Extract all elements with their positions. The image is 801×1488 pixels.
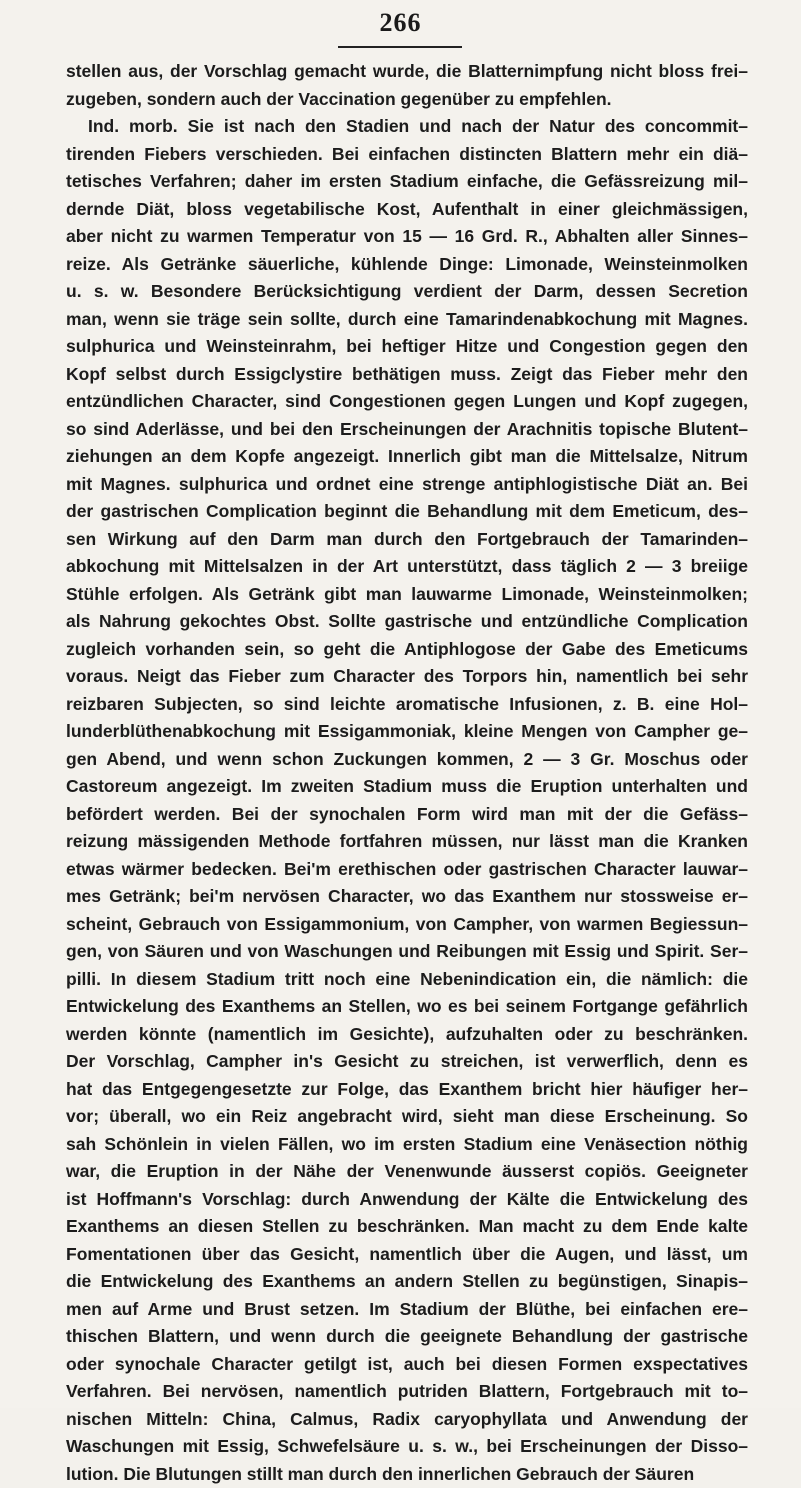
text-line: dernde Diät, bloss vegetabilische Kost, Aufenthalt in einer gleichmässigen, [66,196,748,224]
text-line: abkochung mit Mittelsalzen in der Art unterstützt, dass täglich 2 — 3 breiige [66,553,748,581]
text-line: gen, von Säuren und von Waschungen und Reibungen mit Essig und Spirit. Ser– [66,938,748,966]
text-line: reize. Als Getränke säuerliche, kühlende Dinge: Limonade, Weinsteinmolken [66,251,748,279]
text-line: gen Abend, und wenn schon Zuckungen kommen, 2 — 3 Gr. Moschus oder [66,746,748,774]
text-line: u. s. w. Besondere Berücksichtigung verdient der Darm, dessen Secretion [66,278,748,306]
text-line: als Nahrung gekochtes Obst. Sollte gastrische und entzündliche Complication [66,608,748,636]
text-line: lunderblüthenabkochung mit Essigammoniak, kleine Mengen von Campher ge– [66,718,748,746]
text-line: hat das Entgegengesetzte zur Folge, das Exanthem bricht hier häufiger her– [66,1076,748,1104]
text-line: Stühle erfolgen. Als Getränk gibt man lauwarme Limonade, Weinsteinmolken; [66,581,748,609]
text-line: men auf Arme und Brust setzen. Im Stadium der Blüthe, bei einfachen ere– [66,1296,748,1324]
text-line: vor; überall, wo ein Reiz angebracht wird, sieht man diese Erscheinung. So [66,1103,748,1131]
text-line: oder synochale Character getilgt ist, auch bei diesen Formen exspectatives [66,1351,748,1379]
text-line: mes Getränk; bei'm nervösen Character, wo das Exanthem nur stossweise er– [66,883,748,911]
text-line: Kopf selbst durch Essigclystire bethätigen muss. Zeigt das Fieber mehr den [66,361,748,389]
text-line: sah Schönlein in vielen Fällen, wo im ersten Stadium eine Venäsection nöthig [66,1131,748,1159]
text-line: der gastrischen Complication beginnt die Behandlung mit dem Emeticum, des– [66,498,748,526]
text-line: war, die Eruption in der Nähe der Venenwunde äusserst copiös. Geeigneter [66,1158,748,1186]
text-line: Entwickelung des Exanthems an Stellen, wo es bei seinem Fortgange gefährlich [66,993,748,1021]
header-rule [338,46,462,48]
text-line: sen Wirkung auf den Darm man durch den Fortgebrauch der Tamarinden– [66,526,748,554]
text-line: stellen aus, der Vorschlag gemacht wurde, die Blatternimpfung nicht bloss frei– [66,58,748,86]
text-line: reizbaren Subjecten, so sind leichte aromatische Infusionen, z. B. eine Hol– [66,691,748,719]
text-line: thischen Blattern, und wenn durch die geeignete Behandlung der gastrische [66,1323,748,1351]
text-line: werden könnte (namentlich im Gesichte), aufzuhalten oder zu beschränken. [66,1021,748,1049]
text-line: pilli. In diesem Stadium tritt noch eine Nebenindication ein, die nämlich: die [66,966,748,994]
text-line: scheint, Gebrauch von Essigammonium, von Campher, von warmen Begiessun– [66,911,748,939]
text-line: ist Hoffmann's Vorschlag: durch Anwendung der Kälte die Entwickelung des [66,1186,748,1214]
text-line: tetisches Verfahren; daher im ersten Stadium einfache, die Gefässreizung mil– [66,168,748,196]
text-line: ziehungen an dem Kopfe angezeigt. Innerlich gibt man die Mittelsalze, Nitrum [66,443,748,471]
text-line: Waschungen mit Essig, Schwefelsäure u. s. w., bei Erscheinungen der Disso– [66,1433,748,1461]
text-line: lution. Die Blutungen stillt man durch den innerlichen Gebrauch der Säuren [66,1461,748,1488]
page-number: 266 [0,8,801,38]
text-line: zugleich vorhanden sein, so geht die Antiphlogose der Gabe des Emeticums [66,636,748,664]
text-line: Ind. morb. Sie ist nach den Stadien und nach der Natur des concommit– [66,113,748,141]
text-line: Der Vorschlag, Campher in's Gesicht zu streichen, ist verwerflich, denn es [66,1048,748,1076]
text-line: Fomentationen über das Gesicht, namentlich über die Augen, und lässt, um [66,1241,748,1269]
text-line: Verfahren. Bei nervösen, namentlich putriden Blattern, Fortgebrauch mit to– [66,1378,748,1406]
text-line: sulphurica und Weinsteinrahm, bei heftiger Hitze und Congestion gegen den [66,333,748,361]
text-line: zugeben, sondern auch der Vaccination gegenüber zu empfehlen. [66,86,748,114]
text-line: etwas wärmer bedecken. Bei'm erethischen oder gastrischen Character lauwar– [66,856,748,884]
text-line: nischen Mitteln: China, Calmus, Radix caryophyllata und Anwendung der [66,1406,748,1434]
text-line: Exanthems an diesen Stellen zu beschränken. Man macht zu dem Ende kalte [66,1213,748,1241]
text-line: aber nicht zu warmen Temperatur von 15 — 16 Grd. R., Abhalten aller Sinnes– [66,223,748,251]
text-line: tirenden Fiebers verschieden. Bei einfachen distincten Blattern mehr ein diä– [66,141,748,169]
text-line: man, wenn sie träge sein sollte, durch eine Tamarindenabkochung mit Magnes. [66,306,748,334]
text-line: voraus. Neigt das Fieber zum Character des Torpors hin, namentlich bei sehr [66,663,748,691]
text-line: entzündlichen Character, sind Congestionen gegen Lungen und Kopf zugegen, [66,388,748,416]
text-line: so sind Aderlässe, und bei den Erscheinungen der Arachnitis topische Blutent– [66,416,748,444]
text-line: die Entwickelung des Exanthems an andern Stellen zu begünstigen, Sinapis– [66,1268,748,1296]
body-text [66,58,748,1488]
text-line: befördert werden. Bei der synochalen Form wird man mit der die Gefäss– [66,801,748,829]
text-line: Castoreum angezeigt. Im zweiten Stadium muss die Eruption unterhalten und [66,773,748,801]
text-line: mit Magnes. sulphurica und ordnet eine strenge antiphlogistische Diät an. Bei [66,471,748,499]
text-line: reizung mässigenden Methode fortfahren müssen, nur lässt man die Kranken [66,828,748,856]
